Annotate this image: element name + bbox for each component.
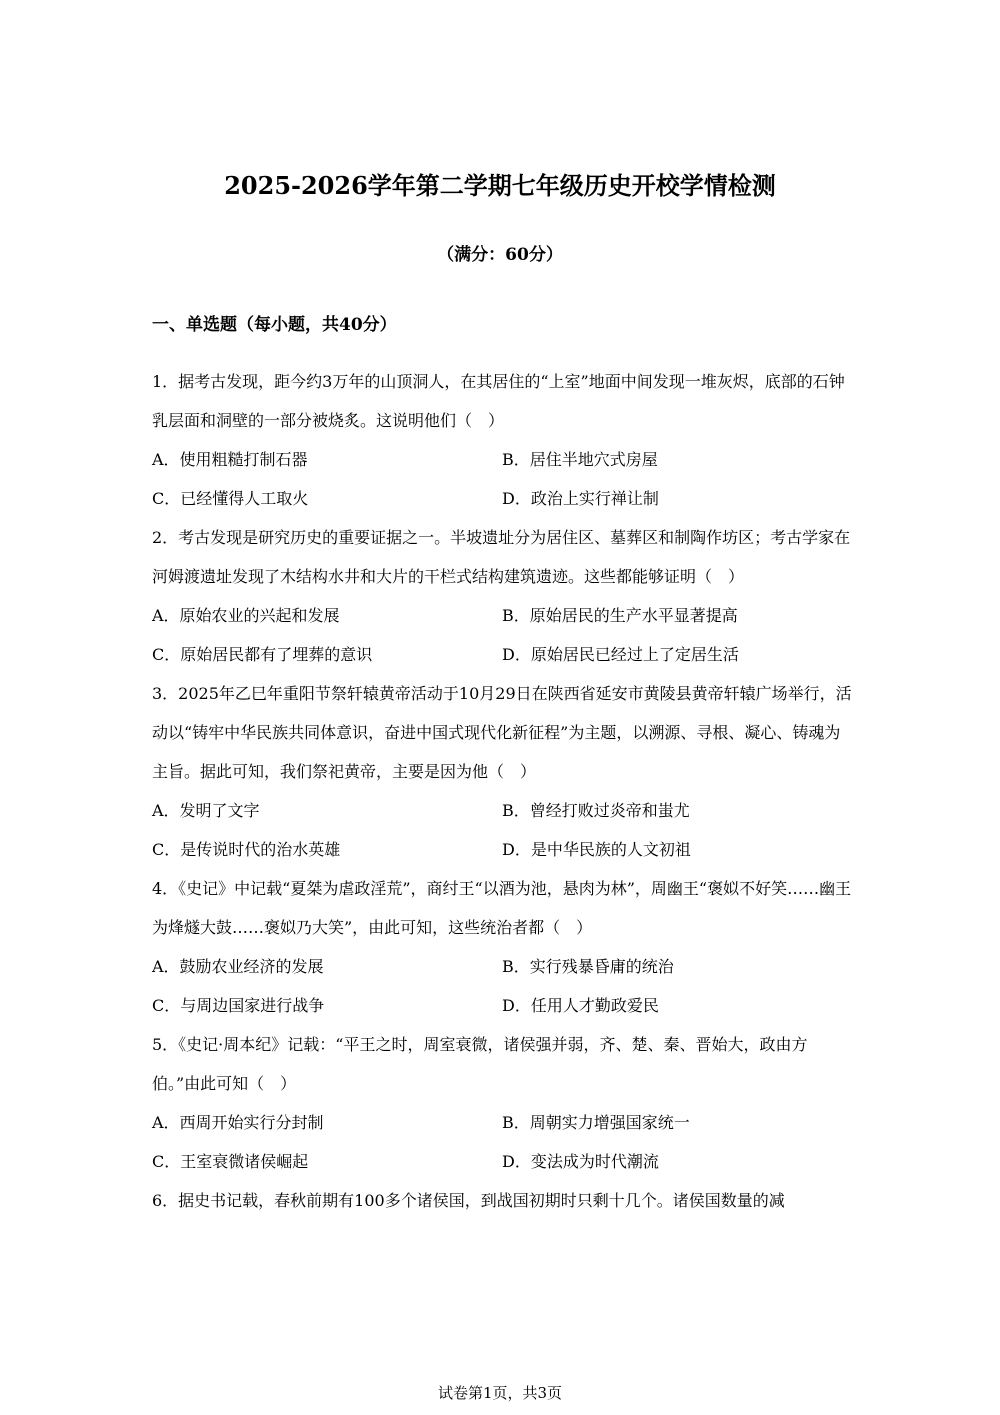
question-stem: 1．据考古发现，距今约3万年的山顶洞人，在其居住的“上室”地面中间发现一堆灰烬，底部的石钟乳层面和洞壁的一部分被烧炙。这说明他们（ ） bbox=[152, 372, 845, 430]
question bbox=[152, 362, 852, 518]
option-b: B．原始居民的生产水平显著提高 bbox=[502, 606, 738, 625]
question bbox=[152, 518, 852, 674]
option-d: D．原始居民已经过上了定居生活 bbox=[502, 645, 739, 664]
question-stem: 2．考古发现是研究历史的重要证据之一。半坡遗址分为居住区、墓葬区和制陶作坊区；考古学家在河姆渡遗址发现了木结构水井和大片的干栏式结构建筑遗迹。这些都能够证明（ ） bbox=[152, 528, 851, 586]
score-note: （满分：60分） bbox=[437, 245, 563, 265]
option-a: A．发明了文字 bbox=[152, 801, 260, 820]
question-stem: 4．《史记》中记载“夏桀为虐政淫荒”，商纣王“以酒为池，悬肉为林”，周幽王“褒姒不好笑……幽王为烽燧大鼓……褒姒乃大笑”，由此可知，这些统治者都（ ） bbox=[152, 879, 852, 937]
option-group bbox=[152, 440, 852, 518]
option-b: B．曾经打败过炎帝和蚩尤 bbox=[502, 801, 690, 820]
option-b: B．实行残暴昏庸的统治 bbox=[502, 957, 674, 976]
page-title: 2025-2026学年第二学期七年级历史开校学情检测 bbox=[224, 171, 776, 200]
option-a: A．鼓励农业经济的发展 bbox=[152, 957, 324, 976]
question bbox=[152, 1025, 852, 1181]
option-group bbox=[152, 1103, 852, 1181]
question bbox=[152, 869, 852, 1025]
option-d: D．政治上实行禅让制 bbox=[502, 489, 659, 508]
option-a: A．原始农业的兴起和发展 bbox=[152, 606, 340, 625]
section-heading: 一、单选题（每小题，共40分） bbox=[152, 315, 397, 335]
option-c: C．已经懂得人工取火 bbox=[152, 489, 309, 508]
option-d: D．变法成为时代潮流 bbox=[502, 1152, 659, 1171]
option-c: C．与周边国家进行战争 bbox=[152, 996, 325, 1015]
question-stem: 3．2025年乙巳年重阳节祭轩辕黄帝活动于10月29日在陕西省延安市黄陵县黄帝轩辕广场举行，活动以“铸牢中华民族共同体意识，奋进中国式现代化新征程”为主题，以溯源、寻根、凝心、铸魂为主旨。据此可知，我们祭祀黄帝，主要是因为他（ ） bbox=[152, 684, 852, 781]
option-c: C．是传说时代的治水英雄 bbox=[152, 840, 341, 859]
question-stem: 5．《史记·周本纪》记载：“平王之时，周室衰微，诸侯强并弱，齐、楚、秦、晋始大，政由方伯。”由此可知（ ） bbox=[152, 1035, 808, 1093]
option-d: D．是中华民族的人文初祖 bbox=[502, 840, 691, 859]
option-group bbox=[152, 791, 852, 869]
option-c: C．王室衰微诸侯崛起 bbox=[152, 1152, 309, 1171]
option-b: B．居住半地穴式房屋 bbox=[502, 450, 658, 469]
page-footer: 试卷第1页，共3页 bbox=[437, 1384, 563, 1402]
question bbox=[152, 674, 852, 869]
option-a: A．西周开始实行分封制 bbox=[152, 1113, 324, 1132]
question-stem: 6．据史书记载，春秋前期有100多个诸侯国，到战国初期时只剩十几个。诸侯国数量的减 bbox=[152, 1191, 785, 1210]
question-list bbox=[152, 362, 852, 1220]
option-group bbox=[152, 596, 852, 674]
option-d: D．任用人才勤政爱民 bbox=[502, 996, 659, 1015]
option-group bbox=[152, 947, 852, 1025]
option-b: B．周朝实力增强国家统一 bbox=[502, 1113, 690, 1132]
option-c: C．原始居民都有了埋葬的意识 bbox=[152, 645, 373, 664]
option-a: A．使用粗糙打制石器 bbox=[152, 450, 308, 469]
question bbox=[152, 1181, 852, 1220]
